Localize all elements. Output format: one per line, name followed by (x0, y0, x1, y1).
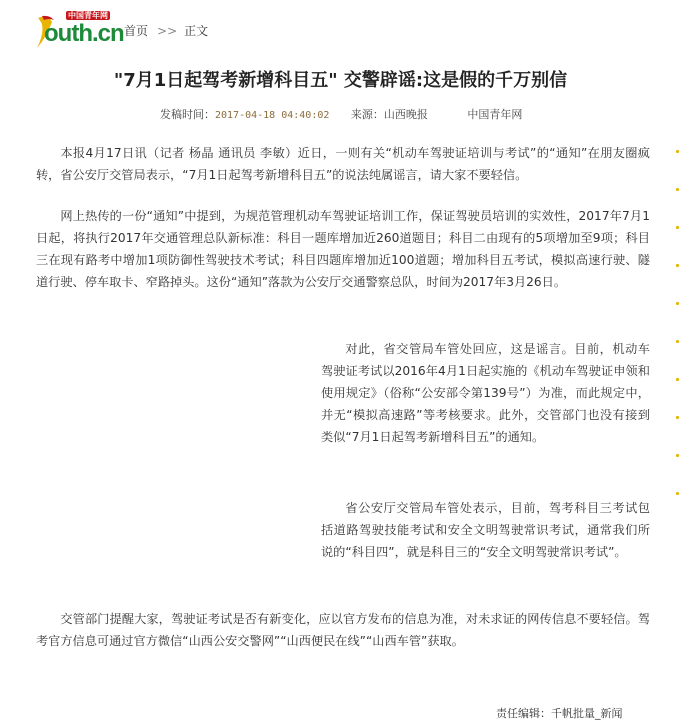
site-logo[interactable] (34, 6, 124, 50)
sidebar-bullets (676, 150, 680, 530)
site-header (0, 0, 681, 58)
publish-time: 2017-04-18 04:40:02 (215, 110, 330, 121)
article-meta (160, 106, 522, 122)
source-value[interactable]: 山西晚报 (383, 108, 428, 121)
publish-time-label: 发稿时间： (160, 108, 215, 121)
article-paragraph: 省公安厅交管局车管处表示，目前，驾考科目三考试包括道路驾驶技能考试和安全文明驾驶常识考试，通常我们所说的“科目四”，就是科目三的“安全文明驾驶常识考试”。 (321, 501, 650, 559)
breadcrumb (124, 22, 208, 39)
site-name[interactable]: 中国青年网 (467, 108, 523, 121)
article-paragraph: 网上热传的一份“通知”中提到，为规范管理机动车驾驶证培训工作，保证驾驶员培训的实效性，2017年7月1日起，将执行2017年交通管理总队新标准：科目一题库增加近260道题目；科目二由现有的5项增加至9项；科目三在现有路考中增加1项防御性驾驶技术考试；科目四题库增加近100道题；增加科目五考试，模拟高速行驶、隧道行驶、停车取卡、窄路掉头。这份“通知”落款为公安厅交通警察总队，时间为2017年3月26日。 (36, 209, 650, 289)
breadcrumb-home-link[interactable]: 首页 (124, 24, 149, 38)
article-paragraph: 交管部门提醒大家，驾驶证考试是否有新变化，应以官方发布的信息为准，对未求证的网传信息不要轻信。驾考官方信息可通过官方微信“山西公安交警网”“山西便民在线”“山西车管”获取。 (36, 612, 650, 648)
responsible-editor: 责任编辑：千帆批量_新闻 (496, 707, 623, 720)
article-paragraph: 本报4月17日讯（记者 杨晶 通讯员 李敏）近日，一则有关“机动车驾驶证培训与考试”的“通知”在朋友圈疯转，省公安厅交管局表示，“7月1日起驾考新增科目五”的说法纯属谣言，请大家不要轻信。 (36, 146, 650, 182)
logo-badge: 中国青年网 (68, 11, 108, 20)
breadcrumb-separator: >> (157, 24, 178, 38)
logo-text: outh.cn (44, 20, 124, 47)
source-label: 来源： (350, 108, 384, 121)
article-title: "7月1日起驾考新增科目五" 交警辟谣:这是假的千万别信 (113, 70, 568, 91)
breadcrumb-current: 正文 (184, 24, 209, 38)
article-paragraph: 对此，省交管局车管处回应，这是谣言。目前，机动车驾驶证考试以2016年4月1日起实施的《机动车驾驶证申领和使用规定》（俗称“公安部令第139号”）为准，而此规定中，并无“模拟高速路”等考核要求。此外，交管部门也没有接到类似“7月1日起驾考新增科目五”的通知。 (321, 342, 650, 444)
